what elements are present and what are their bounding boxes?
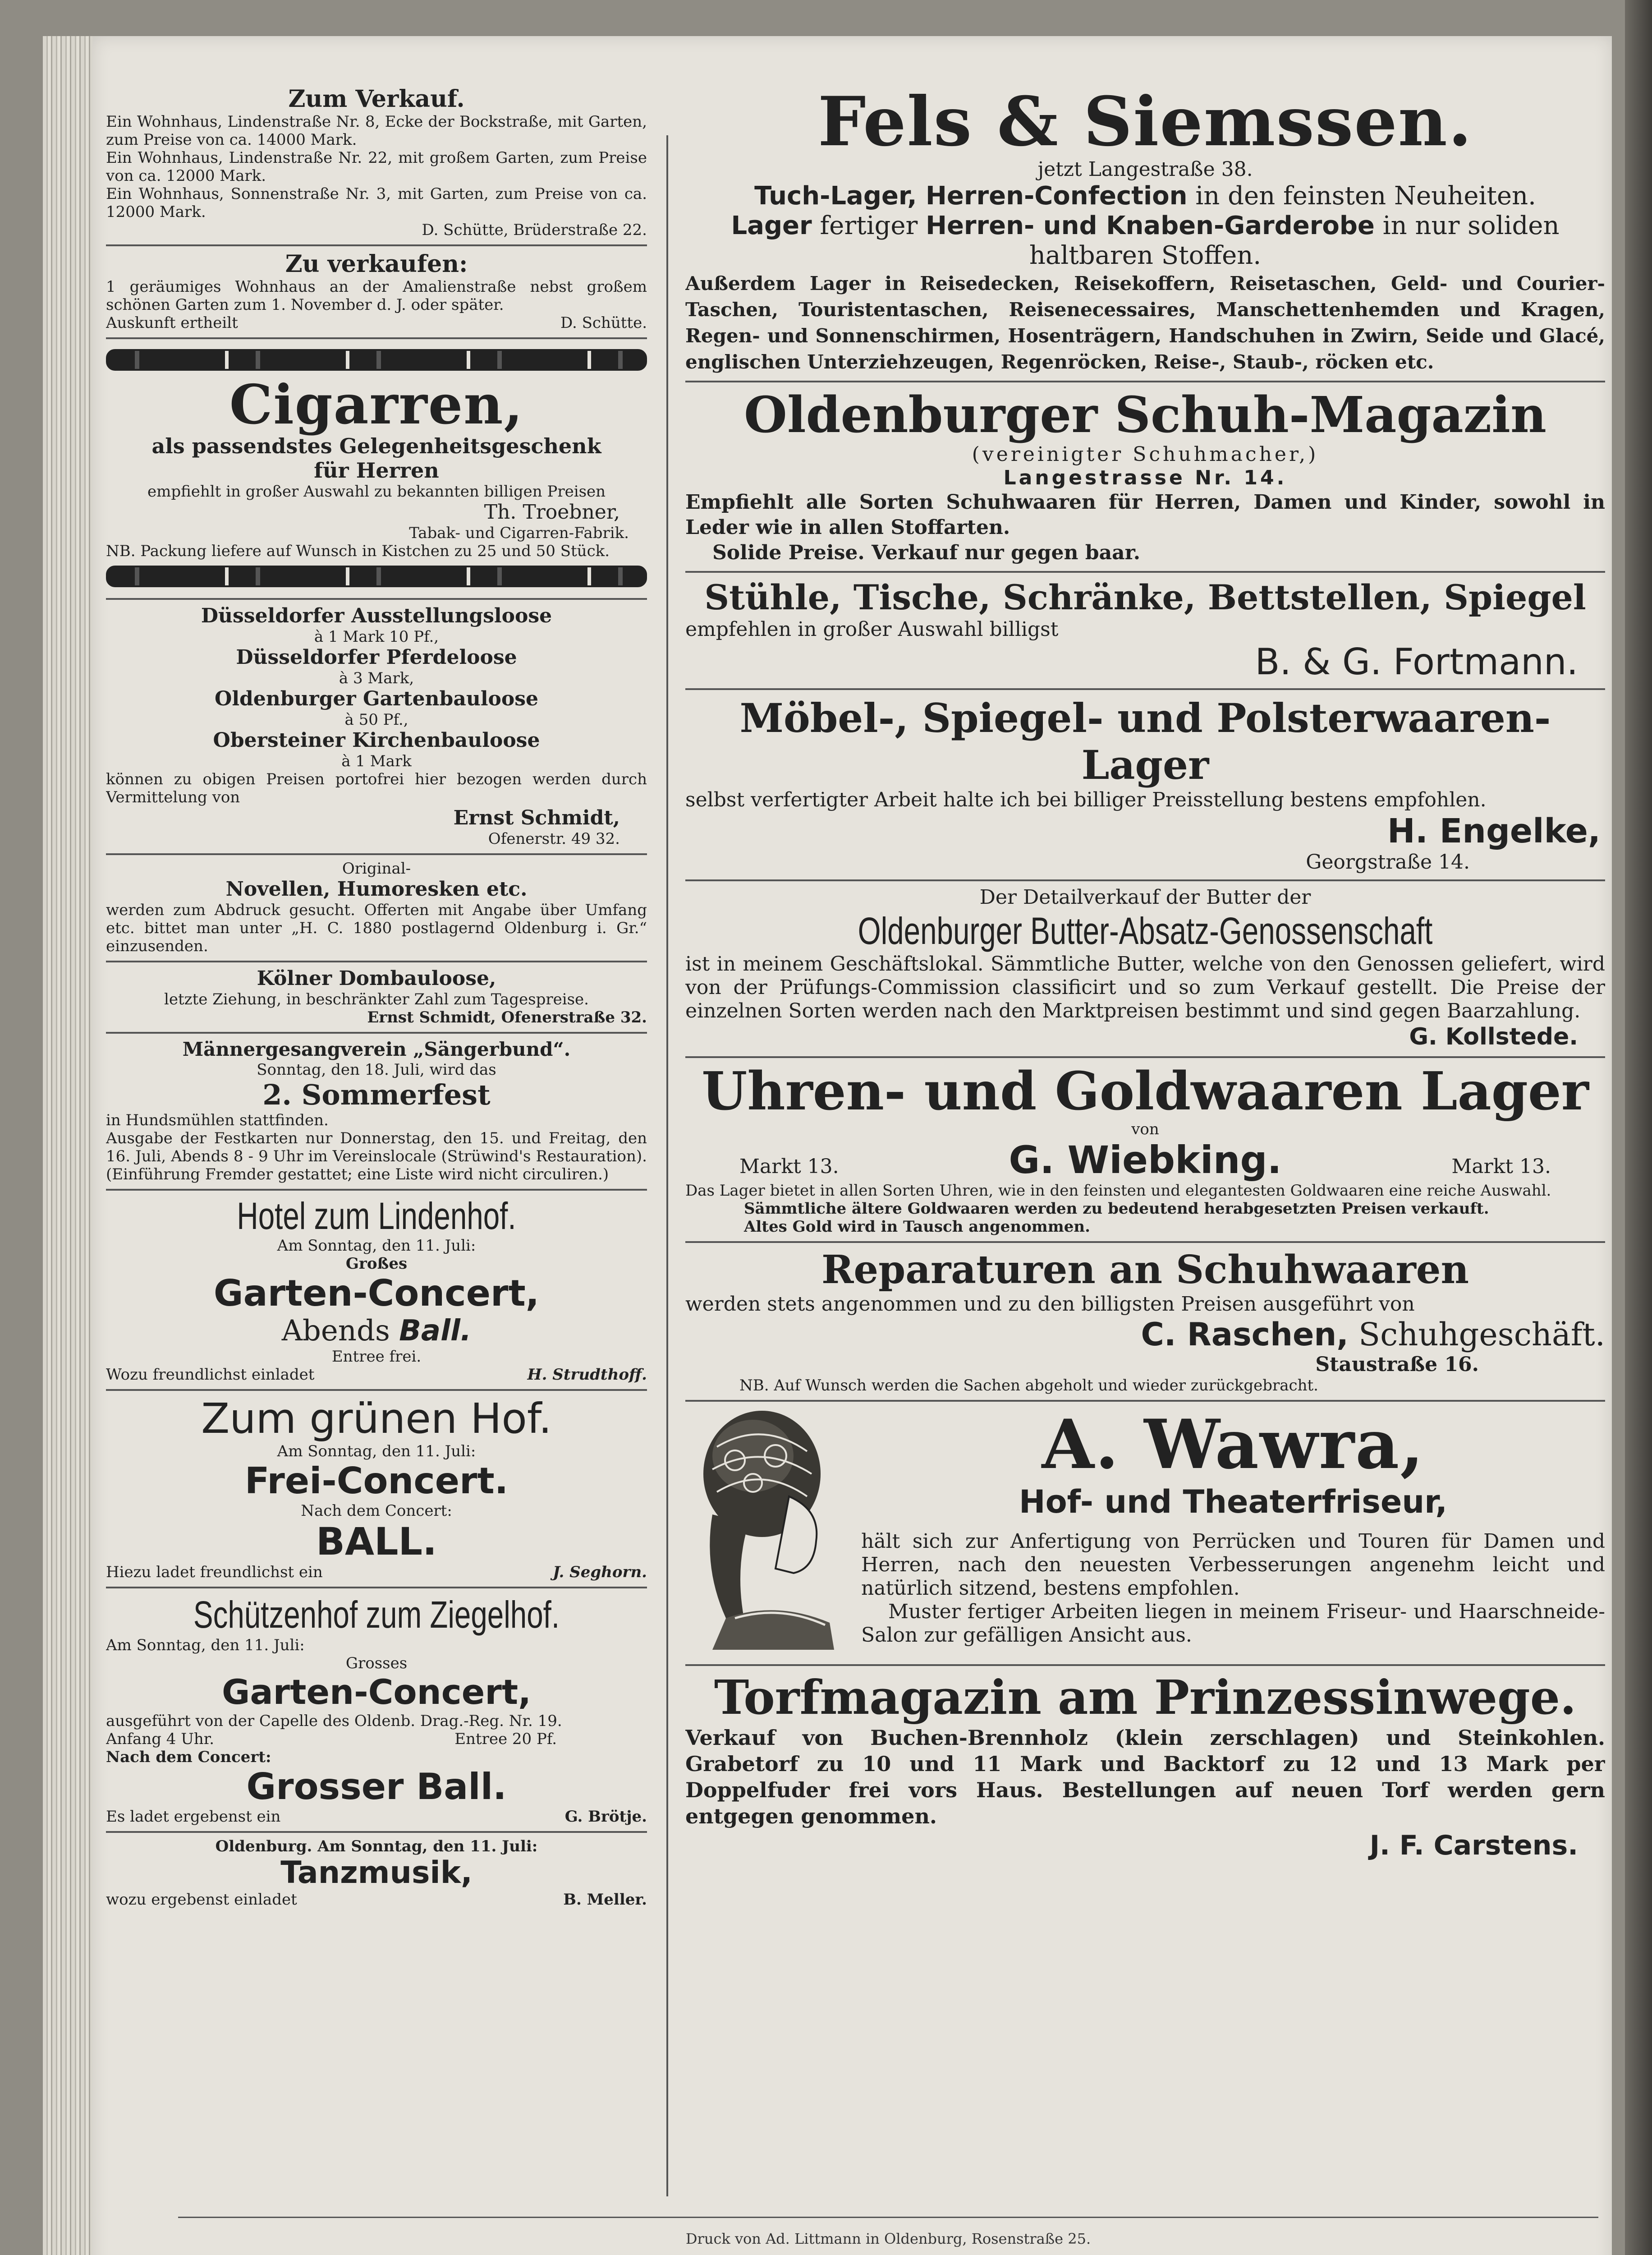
ad-raschen (685, 1243, 1605, 1402)
ad-fels-siemssen (685, 81, 1605, 382)
ad-title: Torfmagazin am Prinzessinwege. (714, 1670, 1577, 1725)
ad-signature: G. Kollstede. (1409, 1023, 1578, 1050)
ad-heading: Hof- und Theaterfriseur, (1019, 1483, 1447, 1520)
ad-text: Ein Wohnhaus, Lindenstraße Nr. 22, mit großem Garten, zum Preise von ca. 12000 Mark. (106, 149, 647, 185)
printer-imprint: Druck von Ad. Littmann in Oldenburg, Rosenstraße 25. (685, 2230, 1091, 2247)
ad-novellen (106, 855, 647, 962)
ad-text: ausgeführt von der Capelle des Oldenb. Drag.-Reg. Nr. 19. (106, 1712, 562, 1730)
ad-event: BALL. (316, 1519, 437, 1564)
book-spine (1625, 0, 1652, 2255)
ad-text: für Herren (314, 458, 439, 483)
ad-schuh-magazin (685, 382, 1605, 573)
ad-text: Ein Wohnhaus, Lindenstraße Nr. 8, Ecke der Bockstraße, mit Garten, zum Preise von ca. 14000 Mark. (106, 113, 647, 149)
ad-signature: D. Schütte, Brüderstraße 22. (422, 221, 647, 239)
ad-address: jetzt Langestraße 38. (1037, 158, 1253, 181)
ad-text: können zu obigen Preisen portofrei hier bezogen werden durch Vermittelung von (106, 770, 647, 806)
ad-signature: H. Engelke, (1387, 812, 1601, 851)
ad-event: 2. Sommerfest (262, 1078, 491, 1111)
decorative-banner (106, 349, 647, 371)
ad-cigarren (106, 339, 647, 600)
ad-heading: Tuch-Lager, Herren-Confection (754, 181, 1188, 211)
ad-address: Georgstraße 14. (1306, 851, 1470, 874)
ad-price: à 3 Mark, (339, 669, 414, 687)
ad-text: Am Sonntag, den 11. Juli: (277, 1442, 476, 1460)
ad-text: Es ladet ergebenst ein (106, 1808, 281, 1826)
ad-price: à 1 Mark (341, 752, 412, 770)
ad-text: ist in meinem Geschäftslokal. Sämmtliche Butter, welche von den Genossen geliefert, wird von der Prüfungs-Commission classificirt und so zum Verkauf gestellt. Die Preise der einzelnen Sorten werden nach den Marktpreisen bestimmt und sind gegen Baarzahlung. (685, 953, 1605, 1022)
ad-uhren (685, 1058, 1605, 1243)
ad-text: Schuhgeschäft. (1358, 1316, 1605, 1353)
ad-note: NB. Packung liefere auf Wunsch in Kistchen zu 25 und 50 Stück. (106, 542, 610, 560)
ad-address: Markt 13. (739, 1155, 839, 1178)
ad-text: Solide Preise. Verkauf nur gegen baar. (712, 541, 1141, 564)
ad-text: werden zum Abdruck gesucht. Offerten mit Angabe über Umfang etc. bittet man unter „H. C. 1880 postlagernd Oldenburg i. Gr.“ einzusenden. (106, 901, 647, 955)
ad-note: NB. Auf Wunsch werden die Sachen abgeholt und wieder zurückgebracht. (739, 1376, 1318, 1394)
ad-title: Möbel-, Spiegel- und Polsterwaaren-Lager (739, 695, 1551, 788)
ad-text: in nur soliden haltbaren Stoffen. (1029, 211, 1560, 270)
ad-heading: Düsseldorfer Ausstellungsloose (201, 604, 552, 627)
ad-heading: Herren- und Knaben-Garderobe (926, 211, 1375, 240)
ad-text: Großes (345, 1255, 408, 1273)
ad-address: Langestrasse Nr. 14. (1003, 466, 1287, 489)
woman-portrait-illustration (685, 1406, 848, 1659)
ad-title: Stühle, Tische, Schränke, Bettstellen, Spiegel (704, 577, 1586, 617)
ad-loose (106, 600, 647, 855)
ad-wawra (685, 1402, 1605, 1666)
ad-heading: Lager (731, 211, 812, 240)
left-column (106, 81, 647, 2196)
ad-event: Frei-Concert. (244, 1460, 509, 1502)
ad-text: Sämmtliche ältere Goldwaaren werden zu bedeutend herabgesetzten Preisen verkauft. (744, 1200, 1489, 1218)
ad-text: empfehlen in großer Auswahl billigst (685, 618, 1059, 641)
ad-address: Ofenerstr. 49 32. (488, 830, 620, 848)
ad-text: Nach dem Concert: (301, 1502, 452, 1520)
ad-title: Oldenburger Butter-Absatz-Genossenschaft (858, 910, 1433, 952)
ad-event: Grosser Ball. (246, 1766, 507, 1808)
ad-heading: Oldenburger Gartenbauloose (214, 687, 538, 710)
ad-text: Entree 20 Pf. (454, 1730, 557, 1748)
ad-signature: B. & G. Fortmann. (1255, 641, 1578, 683)
ad-text: Entree frei. (331, 1348, 422, 1366)
ad-text: letzte Ziehung, in beschränkter Zahl zum Tagespreise. (164, 990, 589, 1008)
ad-text: in Hundsmühlen stattfinden. (106, 1111, 329, 1129)
ad-text: werden stets angenommen und zu den billigsten Preisen ausgeführt von (685, 1293, 1415, 1316)
ad-event: Garten-Concert, (213, 1272, 540, 1314)
ad-text: in den feinsten Neuheiten. (1195, 181, 1536, 211)
ad-text: Anfang 4 Uhr. (106, 1730, 215, 1748)
decorative-banner (106, 566, 647, 587)
ad-title: Cigarren, (229, 373, 524, 437)
ad-text: Sonntag, den 18. Juli, wird das (257, 1061, 496, 1079)
ad-text: Der Detailverkauf der Butter der (979, 886, 1311, 909)
ad-text: Das Lager bietet in allen Sorten Uhren, wie in den feinsten und elegantesten Goldwaaren eine reiche Auswahl. (685, 1182, 1551, 1200)
ad-address: Markt 13. (1451, 1155, 1551, 1178)
ad-price: à 50 Pf., (344, 711, 408, 729)
ad-tanzmusik (106, 1833, 647, 1914)
ad-text: wozu ergebenst einladet (106, 1891, 297, 1909)
ad-signature: C. Raschen, (1141, 1316, 1349, 1353)
ad-title: Zum grünen Hof. (201, 1394, 552, 1443)
ad-text: hält sich zur Anfertigung von Perrücken und Touren für Damen und Herren, nach den neuesten Verbesserungen angenehm leicht und natürlich sitzend, bestens empfohlen. (861, 1530, 1605, 1600)
ad-title: Reparaturen an Schuhwaaren (821, 1247, 1469, 1293)
ad-title: Oldenburger Schuh-Magazin (744, 386, 1546, 444)
ad-text: Grosses (345, 1654, 408, 1672)
ad-signature: Ernst Schmidt, (453, 806, 620, 829)
ad-price: à 1 Mark 10 Pf., (314, 628, 439, 646)
ad-text: Ein Wohnhaus, Sonnenstraße Nr. 3, mit Garten, zum Preise von ca. 12000 Mark. (106, 185, 647, 221)
ad-dombau (106, 962, 647, 1034)
ad-text: als passendstes Gelegenheitsgeschenk (151, 434, 601, 458)
ad-signature: J. F. Carstens. (1369, 1830, 1578, 1861)
ad-heading: Obersteiner Kirchenbauloose (213, 729, 540, 752)
ad-engelke (685, 690, 1605, 881)
ad-torfmagazin (685, 1666, 1605, 1867)
ad-text: Tabak- und Cigarren-Fabrik. (409, 524, 629, 542)
ad-title: A. Wawra, (1042, 1405, 1425, 1484)
ad-text: Empfiehlt alle Sorten Schuhwaaren für Herren, Damen und Kinder, sowohl in Leder wie in allen Stoffarten. (685, 491, 1605, 539)
ad-text: selbst verfertigter Arbeit halte ich bei billiger Preisstellung bestens empfohlen. (685, 788, 1487, 811)
ad-signature: Ernst Schmidt, Ofenerstraße 32. (367, 1008, 647, 1026)
ad-text: fertiger (820, 211, 918, 240)
ad-lindenhof (106, 1191, 647, 1391)
ad-heading: Kölner Dombauloose, (257, 967, 496, 990)
ad-title: Schützenhof zum Ziegelhof. (193, 1593, 560, 1636)
ad-text: Altes Gold wird in Tausch angenommen. (744, 1218, 1090, 1236)
ad-signature: B. Meller. (563, 1891, 647, 1909)
ad-signature: Th. Troebner, (484, 501, 620, 524)
ad-heading: Männergesangverein „Sängerbund“. (182, 1038, 571, 1060)
ad-text: Außerdem Lager in Reisedecken, Reisekoffern, Reisetaschen, Geld- und Courier-Taschen, Touristentaschen, Reisenecessaires, Manschettenhemden und Kragen, Regen- und Sonnenschirmen, Hosenträgern, Handschuhen in Zwirn, Seide und Glacé, englischen Unterziehzeugen, Regenröcken, Reise-, Staub-, röcken etc. (685, 272, 1605, 373)
ad-text: Verkauf von Buchen-Brennholz (klein zerschlagen) und Steinkohlen. Grabetorf zu 10 und 11 Mark und Backtorf zu 12 und 13 Mark per Doppelfuder frei vors Haus. Bestellungen auf neuen Torf werden gern entgegen genommen. (685, 1726, 1605, 1828)
page-edges (43, 36, 97, 2255)
ad-signature: D. Schütte. (560, 314, 647, 332)
ad-title: Uhren- und Goldwaaren Lager (702, 1061, 1589, 1122)
ad-text: Wozu freundlichst einladet (106, 1366, 315, 1384)
ad-zu-verkaufen (106, 246, 647, 339)
ad-heading: Düsseldorfer Pferdeloose (236, 646, 517, 669)
ad-text: Am Sonntag, den 11. Juli: (106, 1636, 305, 1654)
ad-text: Original- (342, 860, 411, 878)
column-divider (666, 135, 668, 2196)
ad-signature: H. Strudthoff. (527, 1366, 647, 1384)
right-column (685, 81, 1605, 2196)
ad-gruener-hof (106, 1391, 647, 1588)
ad-address: Staustraße 16. (1315, 1353, 1479, 1376)
ad-saengerbund (106, 1034, 647, 1191)
ad-text: Nach dem Concert: (106, 1748, 271, 1766)
ad-title: Hotel zum Lindenhof. (237, 1195, 516, 1237)
ad-event: Garten-Concert, (221, 1672, 532, 1712)
ad-text: Hiezu ladet freundlichst ein (106, 1563, 323, 1581)
ad-text: von (1131, 1120, 1159, 1138)
ad-title: Zu verkaufen: (285, 250, 468, 278)
ad-heading: Novellen, Humoresken etc. (225, 878, 528, 901)
ad-zum-verkauf (106, 81, 647, 246)
ad-text: Oldenburg. Am Sonntag, den 11. Juli: (215, 1837, 538, 1855)
ad-signature: G. Brötje. (564, 1808, 647, 1826)
ad-text: Am Sonntag, den 11. Juli: (277, 1237, 476, 1255)
ad-text: empfiehlt in großer Auswahl zu bekannten billigen Preisen (147, 483, 606, 501)
ad-event: Ball. (399, 1314, 472, 1348)
ad-text: 1 geräumiges Wohnhaus an der Amalienstraße nebst großem schönen Garten zum 1. November d. J. oder später. (106, 278, 647, 314)
ad-event: Tanzmusik, (280, 1855, 473, 1891)
ad-title: Fels & Siemssen. (817, 82, 1473, 161)
ad-title: Zum Verkauf. (288, 85, 465, 113)
ad-butter (685, 881, 1605, 1058)
ad-signature: J. Seghorn. (553, 1563, 647, 1581)
ad-text: (vereinigter Schuhmacher,) (972, 443, 1319, 466)
ad-text: Muster fertiger Arbeiten liegen in meinem Friseur- und Haarschneide-Salon zur gefälligen Ansicht aus. (861, 1600, 1605, 1647)
ad-schuetzenhof (106, 1588, 647, 1833)
ad-signature: G. Wiebking. (1009, 1138, 1282, 1182)
bottom-rule (178, 2217, 1598, 2218)
ad-text: Auskunft ertheilt (106, 314, 238, 332)
ad-fortmann (685, 573, 1605, 690)
ad-text: Abends (281, 1314, 390, 1348)
ad-text: Ausgabe der Festkarten nur Donnerstag, den 15. und Freitag, den 16. Juli, Abends 8 - 9 Uhr im Vereinslocale (Strüwind's Restauration). (Einführung Fremder gestattet; eine Liste wird nicht circuliren.) (106, 1129, 647, 1183)
